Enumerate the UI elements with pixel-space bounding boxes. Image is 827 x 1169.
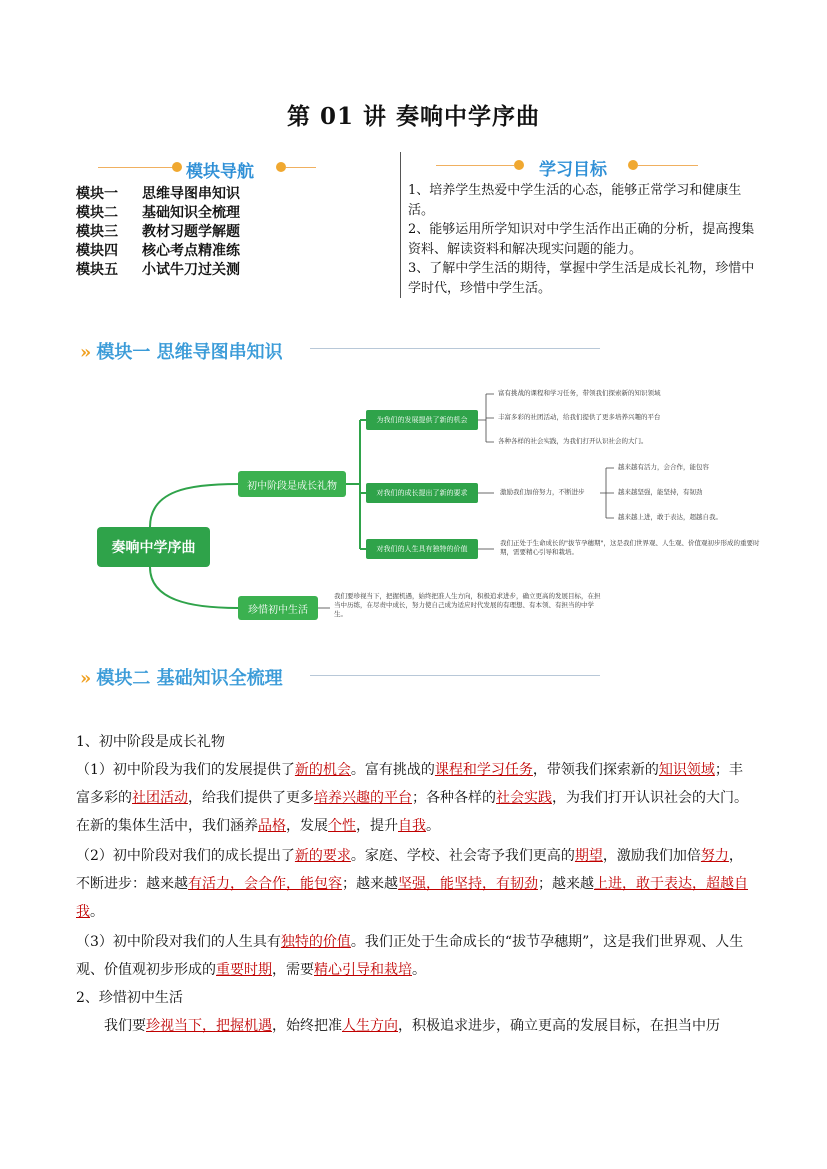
mindmap-leaf: 富有挑战的课程和学习任务，带领我们探索新的知识领域: [498, 389, 661, 397]
module2-header: 模块二 基础知识全梳理: [96, 668, 283, 689]
module1-header: 模块一 思维导图串知识: [96, 342, 283, 363]
text-segment: ；各种各样的: [412, 790, 496, 806]
keyword-highlight: 自我: [398, 818, 426, 834]
double-chevron-icon: »: [80, 342, 92, 363]
text-segment: ，带领我们探索新的: [532, 762, 659, 778]
mindmap-leaf: 越来越上进，敢于表达，超越自我。: [618, 513, 722, 521]
mindmap-leaf: 丰富多彩的社团活动，给我们提供了更多培养兴趣的平台: [498, 413, 661, 421]
mindmap-leaf: 各种各样的社会实践，为我们打开认识社会的大门。: [498, 437, 648, 445]
text-segment: ，需要: [272, 962, 314, 978]
keyword-highlight: 期望: [574, 848, 603, 864]
mindmap-branch-cherish: 珍惜初中生活: [238, 596, 318, 620]
text-segment: （2）初中阶段对我们的成长提出了: [76, 848, 295, 864]
nav-header: 模块导航: [186, 162, 254, 182]
mindmap-sub-opportunity: 为我们的发展提供了新的机会: [366, 410, 478, 430]
text-segment: ；越来越: [538, 876, 594, 892]
text-segment: ，不断进步：越来越: [76, 848, 743, 892]
double-chevron-icon: »: [80, 668, 92, 689]
keyword-highlight: 新的要求: [294, 848, 351, 864]
text-segment: ，给我们提供了更多: [188, 790, 314, 806]
keyword-highlight: 人生方向: [342, 1018, 398, 1034]
section-heading: 2、珍惜初中生活: [76, 990, 183, 1006]
text-segment: 。家庭、学校、社会寄予我们更高的: [350, 848, 575, 864]
keyword-highlight: 新的机会: [294, 762, 351, 778]
keyword-highlight: 课程和学习任务: [434, 762, 533, 778]
keyword-highlight: 精心引导和栽培: [314, 962, 412, 978]
mindmap-branch-gift: 初中阶段是成长礼物: [238, 471, 346, 497]
nav-item[interactable]: 模块一 思维导图串知识: [76, 186, 240, 202]
mindmap-root: 奏响中学序曲: [97, 527, 210, 567]
paragraph: [76, 928, 756, 984]
keyword-highlight: 社团活动: [132, 790, 188, 806]
goals-header: 学习目标: [539, 160, 607, 180]
goal-item: 2、能够运用所学知识对中学生活作出正确的分析，提高搜集资料、解读资料和解决现实问题的能力。: [408, 222, 755, 257]
paragraph: [76, 1012, 756, 1040]
text-segment: ，发展: [286, 818, 328, 834]
keyword-highlight: 培养兴趣的平台: [314, 790, 412, 806]
keyword-highlight: 坚强，能坚持，有韧劲: [398, 876, 538, 892]
text-segment: ；丰富多彩的: [76, 762, 743, 806]
keyword-highlight: 努力: [700, 848, 729, 864]
nav-item[interactable]: 模块二 基础知识全梳理: [76, 205, 240, 221]
text-segment: 。: [412, 962, 426, 978]
text-segment: （3）初中阶段对我们的人生具有: [76, 934, 281, 950]
goal-item: 3、了解中学生活的期待，掌握中学生活是成长礼物，珍惜中学时代，珍惜中学生活。: [408, 261, 755, 296]
mindmap-leaf: 激励我们加倍努力，不断进步: [500, 488, 585, 496]
goal-item: 1、培养学生热爱中学生活的心态，能够正常学习和健康生活。: [408, 183, 742, 218]
keyword-highlight: 知识领域: [658, 762, 715, 778]
text-segment: ，始终把准: [272, 1018, 342, 1034]
text-segment: 。富有挑战的: [350, 762, 435, 778]
mindmap-leaf: 我们要珍视当下，把握机遇，始终把准人生方向，积极追求进步，确立更高的发展目标，在担当中历练，在尽责中成长，努力使自己成为适应时代发展的有理想、有本领、有担当的中学生。: [334, 592, 601, 618]
text-segment: 。我们正处于生命成长的“拔节孕穗期”，这是我们世界观、人生观、价值观初步形成的: [76, 934, 744, 978]
module2-header-bar: [80, 664, 283, 690]
keyword-highlight: 品格: [258, 818, 286, 834]
mindmap-leaf: 我们正处于生命成长的"拔节孕穗期"，这是我们世界观、人生观、价值观初步形成的重要时期，需要精心引导和栽培。: [500, 539, 760, 556]
nav-item[interactable]: 模块三 教材习题学解题: [76, 224, 240, 240]
text-segment: 。: [90, 904, 104, 920]
paragraph: [76, 756, 756, 840]
nav-item[interactable]: 模块四 核心考点精准练: [76, 243, 240, 259]
keyword-highlight: 独特的价值: [280, 934, 351, 950]
text-segment: ，提升: [356, 818, 398, 834]
paragraph: [76, 842, 756, 926]
mindmap-leaf: 越来越有活力，会合作，能包容: [618, 463, 709, 471]
mindmap-sub-requirement: 对我们的成长提出了新的要求: [366, 483, 478, 503]
keyword-highlight: 重要时期: [216, 962, 272, 978]
keyword-highlight: 社会实践: [496, 790, 552, 806]
nav-item[interactable]: 模块五 小试牛刀过关测: [76, 262, 240, 278]
keyword-highlight: 个性: [328, 818, 356, 834]
keyword-highlight: 上进，敢于表达，超越自我: [76, 876, 748, 920]
text-segment: ，积极追求进步，确立更高的发展目标，在担当中历: [398, 1018, 720, 1034]
mindmap-leaf: 越来越坚强，能坚持，有韧劲: [618, 488, 703, 496]
page-title: 第 01 讲 奏响中学序曲: [286, 103, 541, 130]
module2-header-line: [310, 675, 600, 676]
text-segment: ，为我们打开认识社会的大门。在新的集体生活中，我们涵养: [76, 790, 748, 834]
text-segment: 我们要: [104, 1018, 146, 1034]
text-segment: 。: [426, 818, 440, 834]
keyword-highlight: 有活力，会合作，能包容: [188, 876, 342, 892]
section-heading: 1、初中阶段是成长礼物: [76, 734, 225, 750]
text-segment: ，激励我们加倍: [602, 848, 701, 864]
text-segment: ；越来越: [342, 876, 398, 892]
text-segment: （1）初中阶段为我们的发展提供了: [76, 762, 295, 778]
mindmap-sub-value: 对我们的人生具有独特的价值: [366, 539, 478, 559]
keyword-highlight: 珍视当下，把握机遇: [146, 1018, 272, 1034]
